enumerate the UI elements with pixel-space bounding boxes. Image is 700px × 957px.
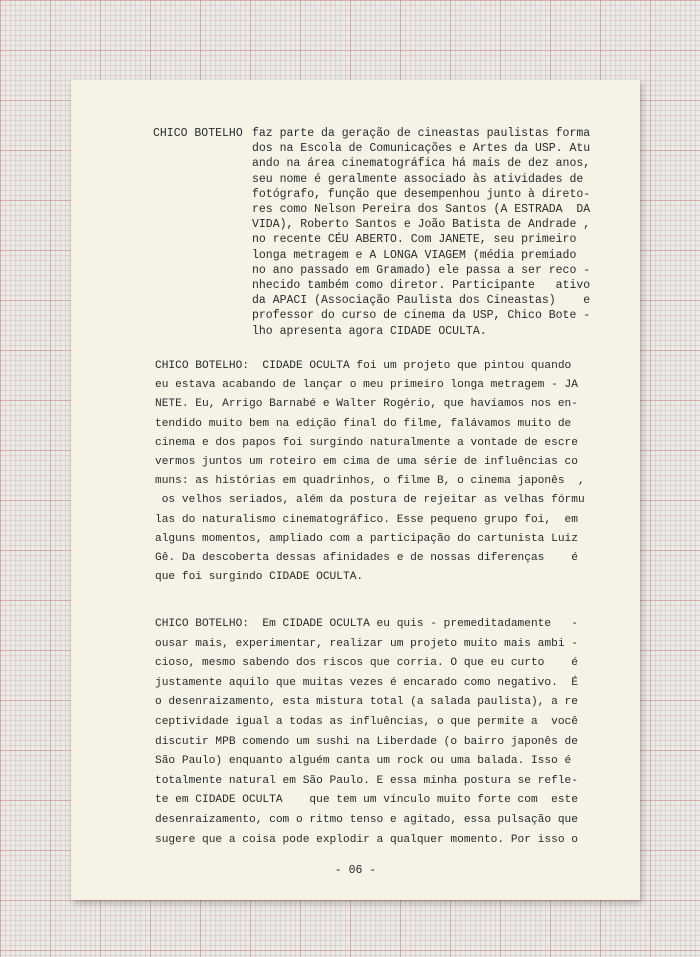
answer-line: CHICO BOTELHO: CIDADE OCULTA foi um projeto que pintou quando: [155, 360, 572, 372]
intro-name: CHICO BOTELHO: [153, 127, 243, 140]
intro-line: no recente CÉU ABERTO. Com JANETE, seu primeiro: [252, 233, 577, 247]
intro-line: ando na área cinematográfica há mais de dez anos,: [252, 157, 591, 171]
answer-line: justamente aquilo que muitas vezes é encarado como negativo. É: [155, 676, 578, 689]
page-number: - 06 -: [334, 864, 377, 877]
interview-answer-1: [155, 357, 615, 587]
intro-line: seu nome é geralmente associado às atividades de: [252, 172, 584, 186]
intro-body: [252, 126, 617, 339]
answer-line: totalmente natural em São Paulo. E essa minha postura se refle-: [155, 774, 578, 787]
answer-line: discutir MPB comendo um sushi na Liberdade (o bairro japonês de: [155, 735, 578, 748]
answer-line: te em CIDADE OCULTA que tem um vínculo muito forte com este: [155, 794, 578, 807]
intro-line: fotógrafo, função que desempenhou junto à direto-: [252, 187, 591, 201]
intro-line: longa metragem e A LONGA VIAGEM (média premiado: [252, 248, 577, 262]
intro-line: da APACI (Associação Paulista dos Cineastas) e: [252, 294, 591, 308]
answer-line: desenraizamento, com o ritmo tenso e agitado, essa pulsação que: [155, 813, 578, 826]
answer-line: São Paulo) enquanto alguém canta um rock ou uma balada. Isso é: [155, 755, 572, 768]
intro-line: professor do curso de cinema da USP, Chico Bote -: [252, 309, 591, 323]
typewritten-page: [71, 80, 640, 900]
answer-line: ousar mais, experimentar, realizar um projeto muito mais ambi -: [155, 637, 578, 650]
answer-line: CHICO BOTELHO: Em CIDADE OCULTA eu quis - premeditadamente -: [155, 618, 578, 630]
intro-line: lho apresenta agora CIDADE OCULTA.: [252, 324, 487, 338]
answer-line: sugere que a coisa pode explodir a qualquer momento. Por isso o: [155, 833, 578, 846]
intro-line: res como Nelson Pereira dos Santos (A ESTRADA DA: [252, 203, 591, 217]
answer-line: muns: as histórias em quadrinhos, o filme B, o cinema japonês ,: [155, 475, 585, 488]
answer-line: NETE. Eu, Arrigo Barnabé e Walter Rogério, que havíamos nos en-: [155, 398, 578, 411]
answer-line: las do naturalismo cinematográfico. Esse pequeno grupo foi, em: [155, 513, 578, 526]
intro-line: no ano passado em Gramado) ele passa a ser reco -: [252, 263, 591, 277]
answer-line: cioso, mesmo sabendo dos riscos que corria. O que eu curto é: [155, 657, 578, 670]
intro-line: faz parte da geração de cineastas paulistas forma: [252, 127, 591, 140]
answer-line: que foi surgindo CIDADE OCULTA.: [155, 571, 364, 584]
answer-line: alguns momentos, ampliado com a participação do cartunista Luiz: [155, 532, 578, 545]
interview-answer-2: [155, 615, 615, 850]
answer-line: eu estava acabando de lançar o meu primeiro longa metragem - JA: [155, 379, 578, 392]
answer-line: cinema e dos papos foi surgindo naturalmente a vontade de escre: [155, 436, 578, 449]
answer-line: o desenraizamento, esta mistura total (a salada paulista), a re: [155, 696, 578, 709]
answer-line: tendido muito bem na edição final do filme, falávamos muito de: [155, 417, 572, 430]
answer-line: Gê. Da descoberta dessas afinidades e de nossas diferenças é: [155, 552, 578, 565]
intro-line: VIDA), Roberto Santos e João Batista de Andrade ,: [252, 218, 591, 232]
intro-line: dos na Escola de Comunicações e Artes da USP. Atu: [252, 142, 591, 156]
answer-line: ceptividade igual a todas as influências, o que permite a você: [155, 715, 578, 728]
answer-line: os velhos seriados, além da postura de rejeitar as velhas fórmu: [155, 494, 585, 507]
intro-line: nhecido também como diretor. Participante ativo: [252, 279, 591, 293]
answer-line: vermos juntos um roteiro em cima de uma série de influências co: [155, 456, 578, 469]
